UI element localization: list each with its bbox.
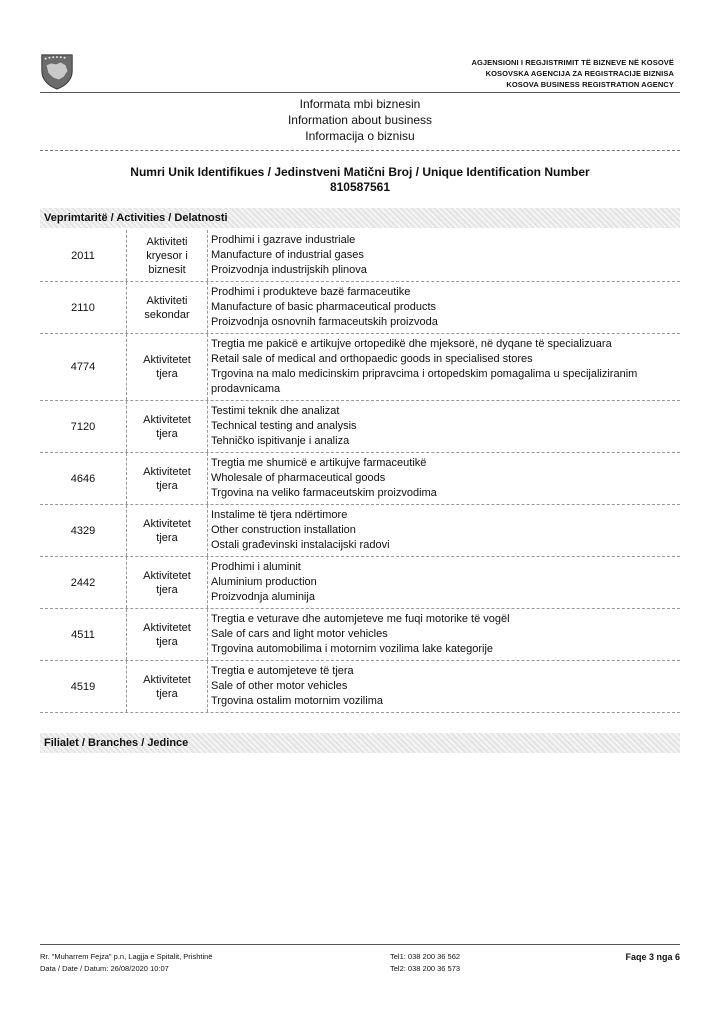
activity-description [208, 453, 680, 504]
activity-code: 4329 [70, 524, 96, 537]
activity-type-line: tjera [156, 635, 178, 648]
activity-description-line: Tregtia e veturave dhe automjeteve me fuqi motorike të vogël [211, 613, 510, 625]
activity-description-line: Sale of other motor vehicles [211, 680, 348, 692]
branches-section-header: Filialet / Branches / Jedince [40, 733, 680, 753]
activity-type [126, 230, 208, 281]
footer-divider [40, 944, 680, 945]
activity-description-line: Tregtia e automjeteve të tjera [211, 665, 354, 677]
activity-description-line: Trgovina automobilima i motornim vozilima lake kategorije [211, 643, 494, 655]
activity-type-line: tjera [156, 531, 178, 544]
activity-type-line: tjera [156, 687, 178, 700]
activity-row [40, 661, 680, 713]
activity-description-line: Trgovina na malo medicinskim pripravcima i ortopedskim pomagalima u specijaliziranim prodavnicama [211, 368, 638, 395]
activity-type-line: biznesit [148, 263, 186, 276]
kosovo-emblem-icon [38, 52, 76, 90]
title-serbian: Informacija o biznisu [305, 129, 415, 143]
activity-description-line: Prodhimi i gazrave industriale [211, 234, 356, 246]
activity-description-line: Ostali građevinski instalacijski radovi [211, 539, 390, 551]
page-number: Faqe 3 nga 6 [625, 952, 680, 962]
unique-id-label: Numri Unik Identifikues / Jedinstveni Matični Broj / Unique Identification Number [130, 165, 590, 179]
activity-row [40, 230, 680, 282]
activity-description-line: Proizvodnja aluminija [211, 591, 315, 603]
activity-type-line: Aktivitetet [143, 517, 191, 530]
footer-date: Data / Date / Datum: 26/08/2020 10:07 [40, 964, 169, 973]
activity-description-line: Proizvodnja osnovnih farmaceutskih proizvoda [211, 316, 438, 328]
activity-type [126, 282, 208, 333]
activity-description-line: Tregtia me shumicë e artikujve farmaceutikë [211, 457, 427, 469]
activity-description-line: Manufacture of industrial gases [211, 249, 364, 261]
agency-name-albanian: AGJENSIONI I REGJISTRIMIT TË BIZNEVE NË KOSOVË [471, 58, 674, 67]
activity-row [40, 453, 680, 505]
activity-type-line: Aktiviteti [146, 294, 188, 307]
activity-description-line: Proizvodnja industrijskih plinova [211, 264, 367, 276]
activity-description-line: Tregtia me pakicë e artikujve ortopedikë dhe mjeksorë, në dyqane të specializuara [211, 338, 612, 350]
activity-row [40, 505, 680, 557]
activity-type [126, 661, 208, 712]
activity-description [208, 661, 680, 712]
activity-description-line: Sale of cars and light motor vehicles [211, 628, 388, 640]
activity-type [126, 334, 208, 400]
activity-description [208, 609, 680, 660]
document-title [0, 96, 720, 144]
title-english: Information about business [287, 113, 433, 127]
activity-type-line: tjera [156, 427, 178, 440]
activity-row [40, 609, 680, 661]
title-albanian: Informata mbi biznesin [299, 97, 421, 111]
activity-description [208, 557, 680, 608]
activity-description [208, 230, 680, 281]
activity-description-line: Retail sale of medical and orthopaedic goods in specialised stores [211, 353, 533, 365]
activity-description-line: Instalime të tjera ndërtimore [211, 509, 348, 521]
unique-id-block [0, 165, 720, 195]
activity-description-line: Other construction installation [211, 524, 356, 536]
activity-description-line: Prodhimi i produkteve bazë farmaceutike [211, 286, 411, 298]
footer-address: Rr. "Muharrem Fejza" p.n, Lagjja e Spitalit, Prishtinë [40, 952, 213, 961]
activity-type-line: Aktivitetet [143, 673, 191, 686]
activity-code: 7120 [70, 420, 96, 433]
activity-description-line: Wholesale of pharmaceutical goods [211, 472, 386, 484]
activity-code: 4519 [70, 680, 96, 693]
activity-type-line: sekondar [144, 308, 190, 321]
activity-type-line: Aktivitetet [143, 413, 191, 426]
activity-description [208, 505, 680, 556]
activity-description-line: Aluminium production [211, 576, 317, 588]
activity-description [208, 282, 680, 333]
activity-type [126, 401, 208, 452]
activity-code: 2011 [71, 249, 95, 262]
activity-type-line: tjera [156, 368, 178, 380]
activity-type-line: tjera [156, 583, 178, 596]
agency-name-english: KOSOVA BUSINESS REGISTRATION AGENCY [506, 80, 674, 89]
title-divider [40, 150, 680, 151]
activity-code: 4774 [70, 361, 96, 373]
activity-type-line: Aktivitetet [143, 354, 191, 366]
activities-section-header: Veprimtaritë / Activities / Delatnosti [40, 208, 680, 228]
activity-description-line: Manufacture of basic pharmaceutical products [211, 301, 437, 313]
activity-type [126, 505, 208, 556]
activity-description-line: Trgovina na veliko farmaceutskim proizvodima [211, 487, 437, 499]
agency-name-block [471, 57, 674, 90]
activity-description [208, 401, 680, 452]
activity-description-line: Technical testing and analysis [211, 420, 357, 432]
activity-type-line: Aktivitetet [143, 569, 191, 582]
activity-type [126, 453, 208, 504]
activity-row [40, 334, 680, 401]
activity-row [40, 557, 680, 609]
activity-description [208, 334, 680, 400]
activity-description-line: Prodhimi i aluminit [211, 561, 301, 573]
activity-code: 2442 [70, 576, 96, 589]
activity-type-line: Aktiviteti [146, 235, 188, 248]
activity-code: 4646 [70, 472, 96, 485]
unique-id-value: 810587561 [329, 180, 391, 194]
activity-row [40, 401, 680, 453]
activities-table [40, 230, 680, 713]
activity-type-line: Aktivitetet [143, 465, 191, 478]
activity-type-line: Aktivitetet [143, 621, 191, 634]
activity-type-line: tjera [156, 479, 178, 492]
activity-type [126, 557, 208, 608]
header-divider [40, 92, 680, 93]
activity-type [126, 609, 208, 660]
activity-description-line: Trgovina ostalim motornim vozilima [211, 695, 383, 707]
footer-tel2: Tel2: 038 200 36 573 [390, 964, 461, 973]
activity-code: 4511 [71, 628, 95, 641]
activity-description-line: Tehničko ispitivanje i analiza [211, 435, 350, 447]
activity-code: 2110 [71, 301, 95, 314]
activity-row [40, 282, 680, 334]
activity-type-line: kryesor i [146, 249, 188, 262]
activity-description-line: Testimi teknik dhe analizat [211, 405, 340, 417]
footer-tel1: Tel1: 038 200 36 562 [390, 952, 461, 961]
agency-name-serbian: KOSOVSKA AGENCIJA ZA REGISTRACIJE BIZNISA [485, 69, 674, 78]
